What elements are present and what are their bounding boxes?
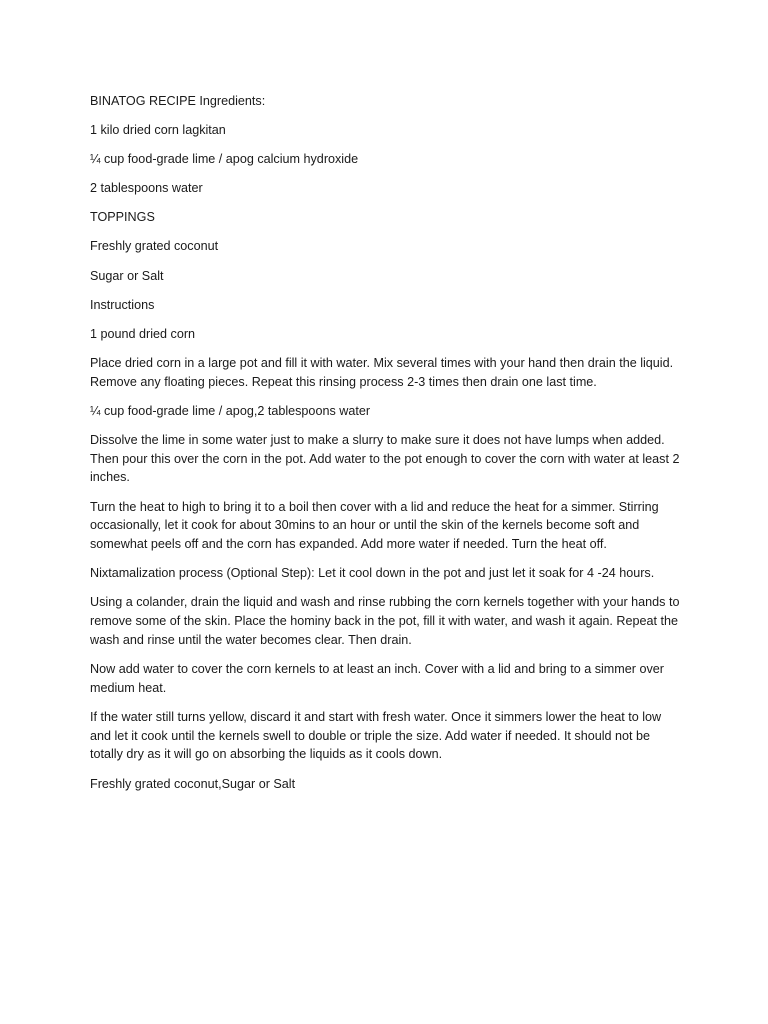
ingredient-water: 2 tablespoons water — [90, 181, 203, 196]
step-simmer: Now add water to cover the corn kernels to at least an inch. Cover with a lid and bring to a simmer over medium heat. — [90, 661, 664, 695]
step-nixtamalization: Nixtamalization process (Optional Step): Let it cool down in the pot and just let it soak for 4 -24 hours. — [90, 566, 655, 581]
step-boil: Turn the heat to high to bring it to a boil then cover with a lid and reduce the heat for a simmer. Stirring occasionally, let it cook for about 30mins to an hour or until the skin of the kernels become soft and somewhat peels off and the corn has expanded. Add more water if needed. Turn the heat off. — [90, 499, 659, 552]
recipe-title: BINATOG RECIPE Ingredients: — [90, 94, 266, 108]
instructions-heading: Instructions — [90, 297, 155, 312]
topping-coconut: Freshly grated coconut — [90, 239, 219, 254]
step-dissolve-lime: Dissolve the lime in some water just to make a slurry to make sure it does not have lumps when added. Then pour this over the corn in the pot. Add water to the pot enough to cover the corn with water at least 2 inches. — [90, 432, 680, 485]
step-serve-toppings: Freshly grated coconut,Sugar or Salt — [90, 776, 296, 791]
ingredient-lime: ¼ cup food-grade lime / apog calcium hydroxide — [90, 152, 359, 167]
step-corn-amount: 1 pound dried corn — [90, 326, 196, 341]
step-wash: Using a colander, drain the liquid and wash and rinse rubbing the corn kernels together with your hands to remove some of the skin. Place the hominy back in the pot, fill it with water, and wash it again. Repeat the wash and rinse until the water becomes clear. Then drain. — [90, 595, 680, 647]
step-rinse: Place dried corn in a large pot and fill it with water. Mix several times with your hand then drain the liquid. Remove any floating pieces. Repeat this rinsing process 2-3 times then drain one last time. — [90, 355, 674, 389]
document-body — [90, 92, 680, 804]
step-lime-amount: ¼ cup food-grade lime / apog,2 tablespoons water — [90, 403, 371, 418]
topping-sugar-salt: Sugar or Salt — [90, 268, 164, 283]
step-cook-until-swell: If the water still turns yellow, discard it and start with fresh water. Once it simmers lower the heat to low and let it cook until the kernels swell to double or triple the size. Add water if needed. It should not be totally dry as it will go on absorbing the liquids as it cools down. — [90, 709, 662, 762]
toppings-heading: TOPPINGS — [90, 210, 155, 225]
ingredient-corn: 1 kilo dried corn lagkitan — [90, 123, 226, 138]
